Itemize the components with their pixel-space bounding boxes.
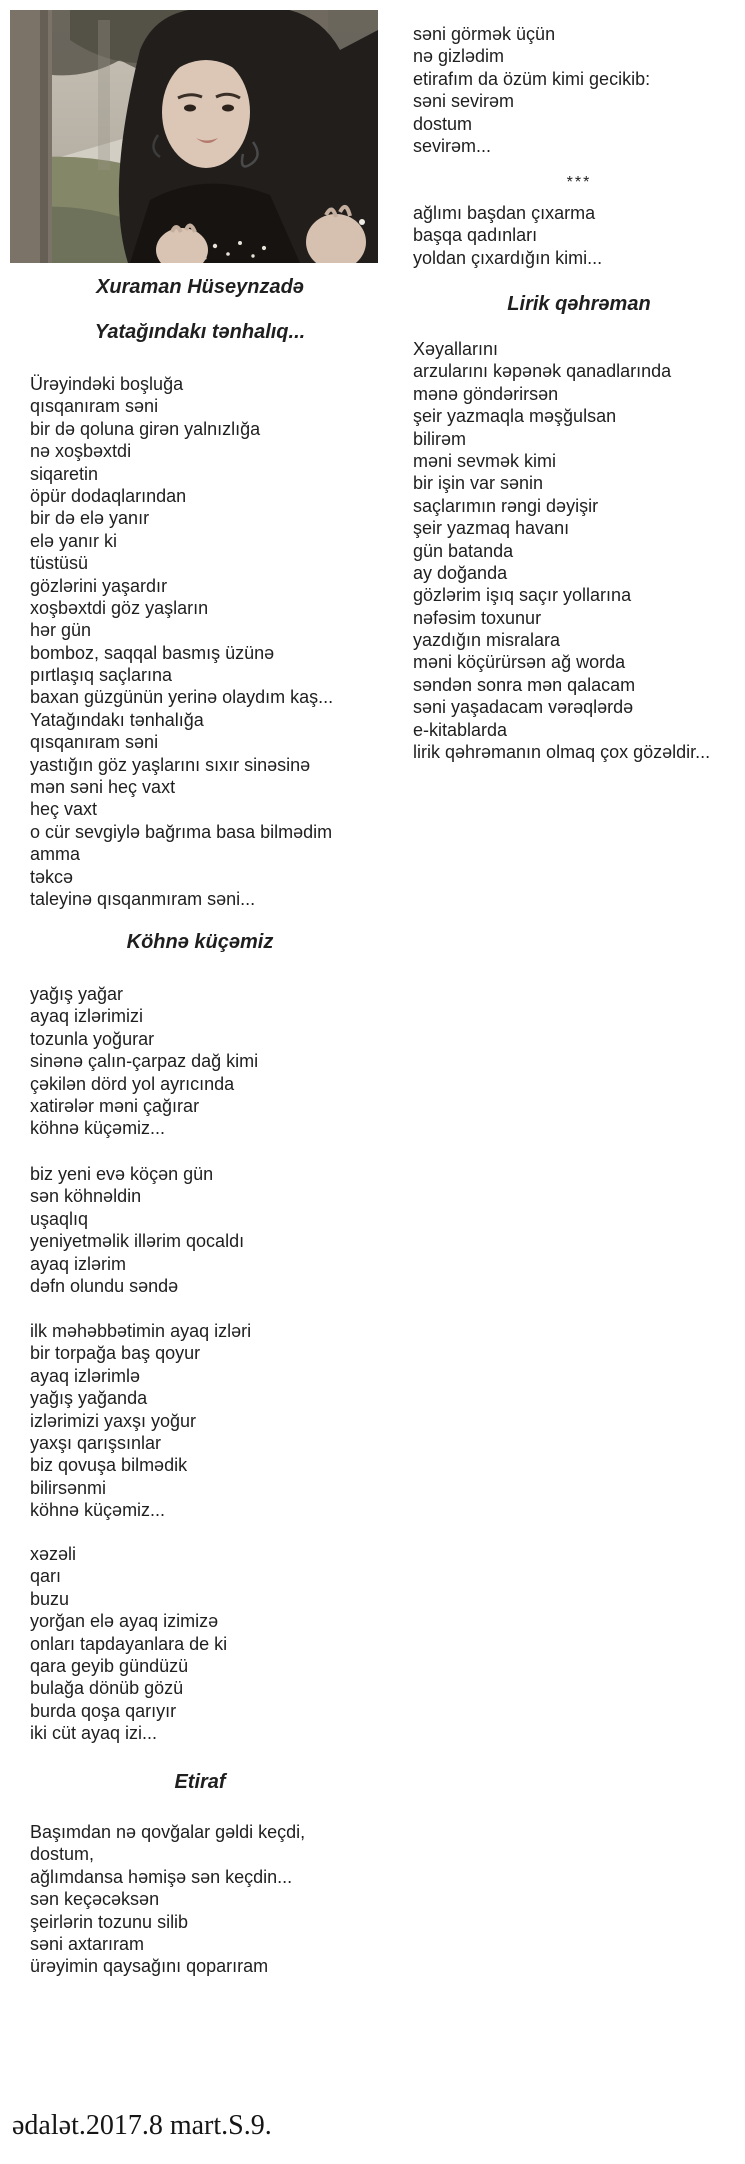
poem-line: amma [30,844,81,865]
poem-line: ay doğanda [413,562,508,583]
poem-line: burda qoşa qarıyır [30,1700,177,1721]
author-portrait-photo [10,10,378,263]
poem-line: köhnə küçəmiz... [30,1118,166,1139]
poem2-stanza-1 [30,983,370,1140]
poem-line: etirafım da özüm kimi gecikib: [413,68,651,89]
poem-line: başqa qadınları [413,225,538,246]
poem-line: dostum [413,113,473,134]
poem-line: nə xoşbəxtdi [30,441,132,462]
poem-line: bilirəm [413,428,467,449]
poem-line: təkcə [30,866,74,887]
poem-line: bir də elə yanır [30,508,150,529]
poem-line: sən keçəcəksən [30,1889,160,1910]
etiraf-continuation [413,23,745,157]
poem-line: biz yeni evə köçən gün [30,1164,214,1184]
poem-line: bir də qoluna girən yalnızlığa [30,418,261,439]
poem-line: ayaq izlərim [30,1253,127,1274]
poem3-title: Etiraf [174,1771,226,1793]
poem-line: şeirlərin tozunu silib [30,1911,189,1932]
poem-line: onları tapdayanlara de ki [30,1633,228,1654]
poem-line: səndən sonra mən qalacam [413,674,636,695]
poem-line: lirik qəhrəmanın olmaq çox gözəldir... [413,742,711,763]
poem-line: dostum, [30,1844,95,1865]
poem-line: tüstüsü [30,553,89,574]
poem-line: elə yanır ki [30,530,118,551]
poem-line: baxan güzgünün yerinə olaydım kaş... [30,687,334,708]
poem-line: xatirələr məni çağırar [30,1095,200,1116]
poem-line: köhnə küçəmiz... [30,1500,166,1521]
poem-line: yağış yağanda [30,1388,148,1409]
poem-line: pırtlaşıq saçlarına [30,665,173,686]
poem-line: buzu [30,1588,70,1609]
poem-line: yazdığın misralara [413,630,561,651]
poem-line: məni köçürürsən ağ worda [413,652,626,673]
poem-line: ilk məhəbbətimin ayaq izləri [30,1321,252,1341]
poem-line: qara geyib gündüzü [30,1655,189,1676]
poem-line: yaxşı qarışsınlar [30,1432,162,1453]
poem-line: şeir yazmaq havanı [413,518,570,539]
poem-line: səni yaşadacam vərəqlərdə [413,697,634,718]
poem2-stanza-4 [30,1543,370,1745]
poem-line: sinənə çalın-çarpaz dağ kimi [30,1051,259,1072]
poem-line: uşaqlıq [30,1208,89,1229]
poem-line: gözlərini yaşardır [30,575,168,596]
poem-line: heç vaxt [30,799,98,820]
poem2-stanza-2 [30,1163,370,1297]
poem-line: ağlımı başdan çıxarma [413,203,596,223]
poem-line: biz qovuşa bilmədik [30,1455,188,1476]
poem-line: yeniyetməlik illərim qocaldı [30,1231,245,1252]
poem-line: yorğan elə ayaq izimizə [30,1611,219,1632]
poem-line: ayaq izlərimlə [30,1365,141,1386]
poem-line: tozunla yoğurar [30,1028,155,1049]
poem-line: bulağa dönüb gözü [30,1678,184,1699]
poem3-body [30,1821,370,1978]
source-citation: ədalət.2017.8 mart.S.9. [12,2110,272,2141]
poem-line: dəfn olundu səndə [30,1275,179,1296]
poem-line: xəzəli [30,1544,77,1564]
poem-line: ağlımdansa həmişə sən keçdin... [30,1866,293,1887]
poem-line: qısqanıram səni [30,396,159,417]
poem-line: nə gizlədim [413,46,505,67]
poem-line: hər gün [30,620,92,641]
poem-line: səni axtarıram [30,1933,145,1954]
poem-line: yoldan çıxardığın kimi... [413,247,603,268]
poem-line: şeir yazmaqla məşğulsan [413,406,617,427]
poem-line: yağış yağar [30,984,124,1004]
separator-stanza [413,202,745,269]
poem-line: çəkilən dörd yol ayrıcında [30,1073,235,1094]
poem1-body [30,373,370,910]
poem-line: ürəyimin qaysağını qoparıram [30,1956,269,1977]
portrait-photo-illustration [10,10,378,263]
poem-line: o cür sevgiylə bağrıma basa bilmədim [30,821,333,842]
poem-line: Yatağındakı tənhalığa [30,709,204,730]
poem-line: Xəyallarını [413,339,499,359]
poem-line: mən səni heç vaxt [30,777,176,798]
poem-line: iki cüt ayaq izi... [30,1723,158,1744]
poem2-title: Köhnə küçəmiz [126,931,274,953]
poem4-body [413,338,745,763]
poem-line: bomboz, saqqal basmış üzünə [30,642,275,663]
poem-line: qarı [30,1566,62,1587]
poem-line: bilirsənmi [30,1477,107,1498]
poem-line: e-kitablarda [413,719,508,740]
poem-line: xoşbəxtdi göz yaşların [30,597,209,618]
poem-line: Ürəyindəki boşluğa [30,374,184,394]
poem-line: səni görmək üçün [413,24,556,44]
poem1-title: Yatağındakı tənhalıq... [94,321,306,343]
poem-line: Başımdan nə qovğalar gəldi keçdi, [30,1822,306,1842]
poem-line: ayaq izlərimizi [30,1006,144,1027]
poem-line: bir işin var sənin [413,473,544,494]
poem-line: bir torpağa baş qoyur [30,1343,201,1364]
poem-line: yastığın göz yaşlarını sıxır sinəsinə [30,754,311,775]
poem-line: gün batanda [413,540,514,561]
poem-line: öpür dodaqlarından [30,485,187,506]
poem-line: izlərimizi yaxşı yoğur [30,1410,197,1431]
author-name: Xuraman Hüseynzadə [96,276,304,298]
poem-line: saçlarımın rəngi dəyişir [413,495,599,516]
poem-line: qısqanıram səni [30,732,159,753]
poem-line: səni sevirəm [413,91,515,112]
stanza-separator-asterisks: *** [566,174,592,191]
poem-line: nəfəsim toxunur [413,607,542,628]
poem-line: gözlərim işıq saçır yollarına [413,585,632,606]
poem-line: məni sevmək kimi [413,450,557,471]
poem-line: sevirəm... [413,135,492,156]
poem4-title: Lirik qəhrəman [507,293,651,315]
poem-line: mənə göndərirsən [413,383,559,404]
poem-line: taleyinə qısqanmıram səni... [30,888,256,909]
poem2-stanza-3 [30,1320,370,1522]
poem-line: sən köhnəldin [30,1186,142,1207]
poem-line: siqaretin [30,463,99,484]
poem-line: arzularını kəpənək qanadlarında [413,361,672,382]
